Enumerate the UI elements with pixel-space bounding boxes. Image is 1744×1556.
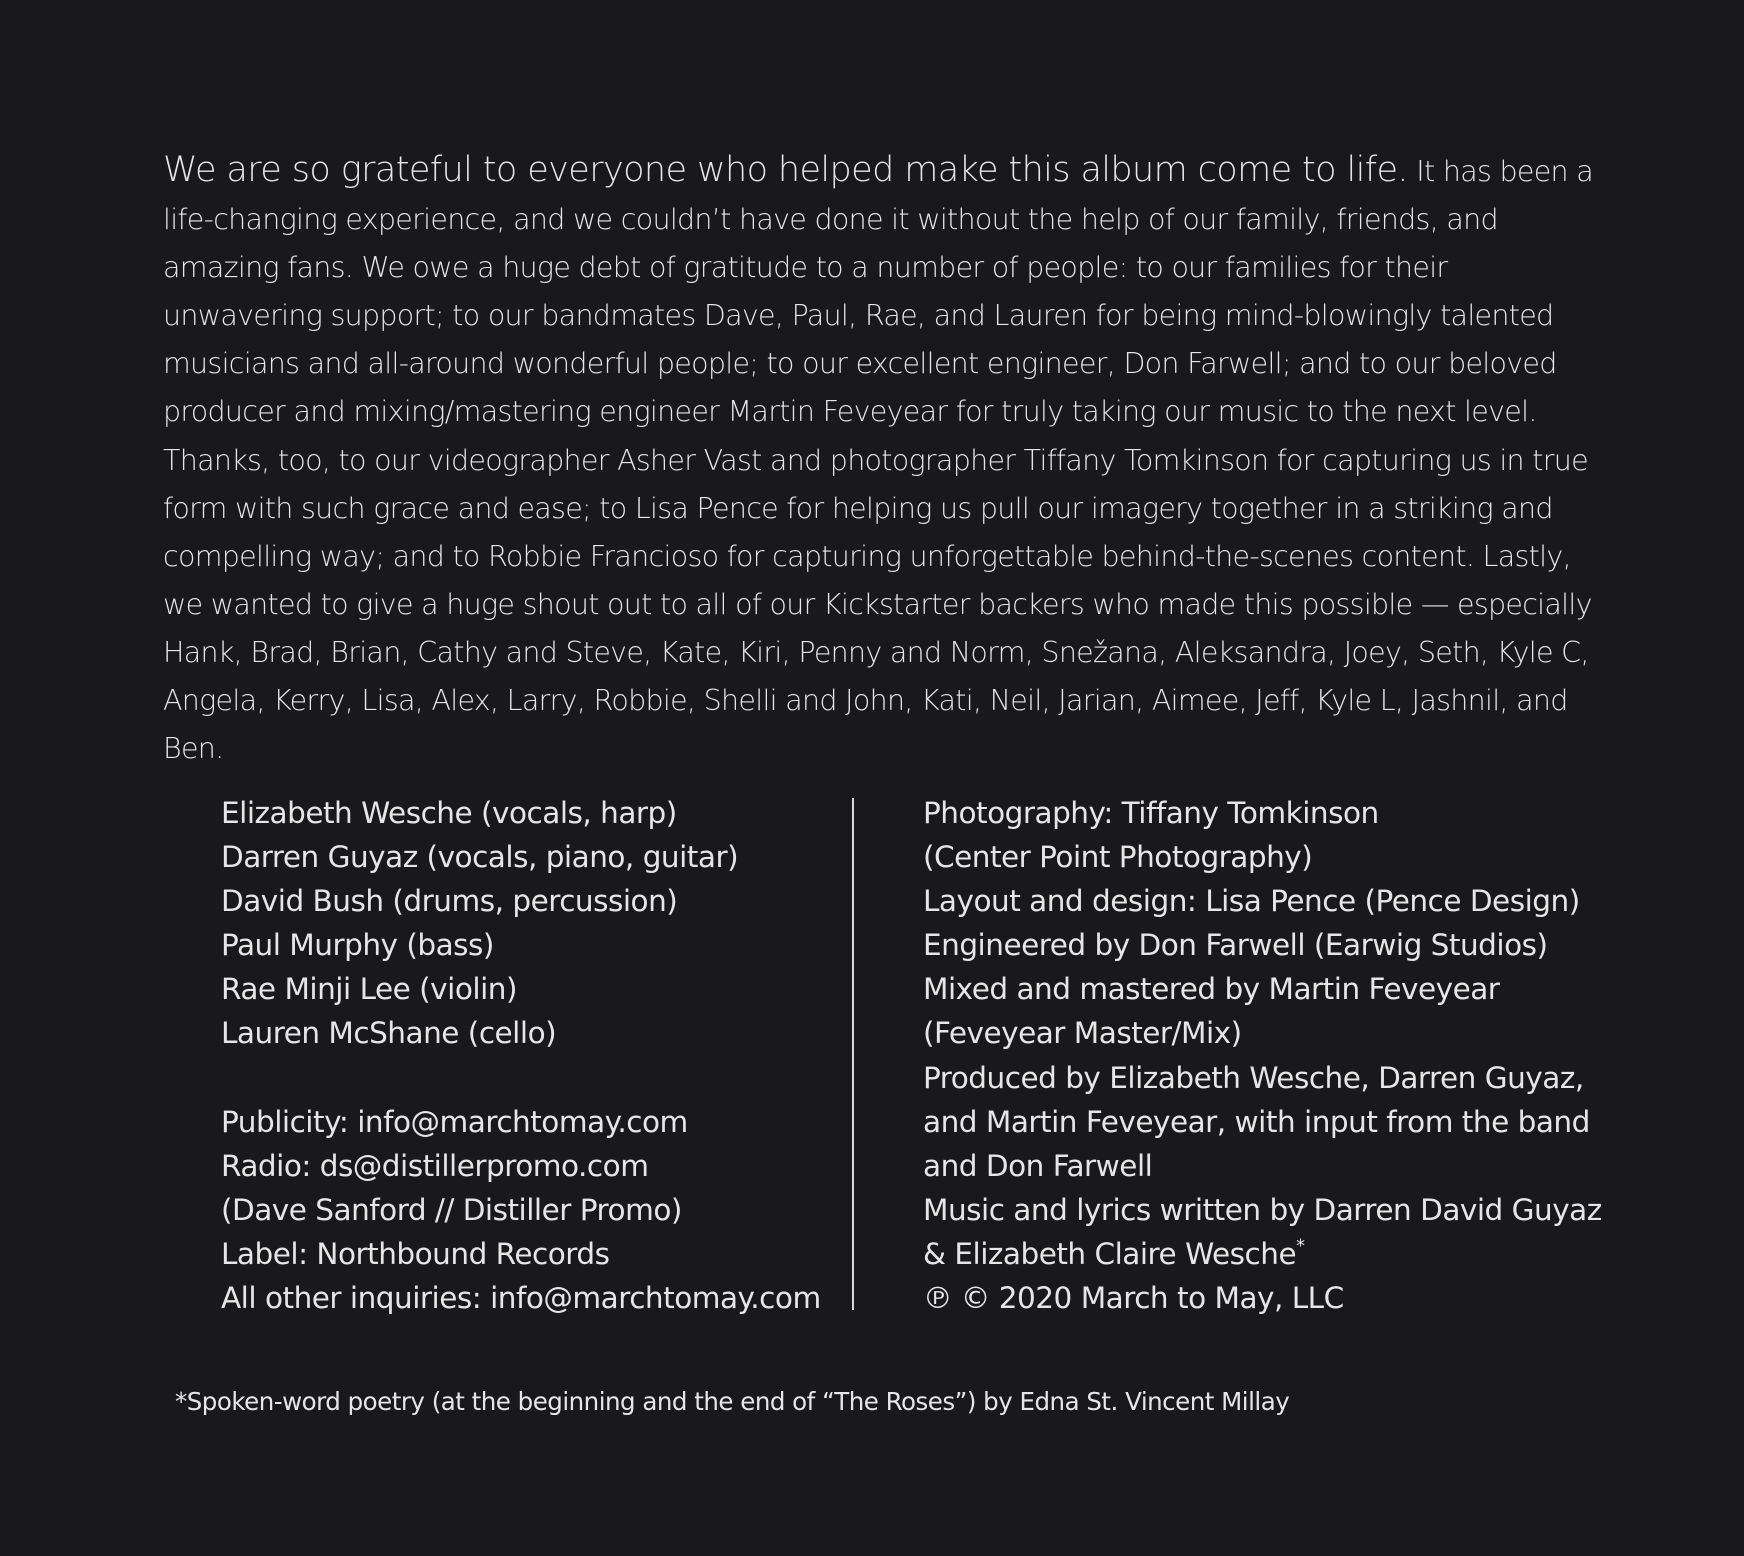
layout-credit: Layout and design: Lisa Pence (Pence Design) [923, 884, 1580, 919]
radio-contact-detail: (Dave Sanford // Distiller Promo) [221, 1192, 682, 1227]
producer-credit: and Martin Feveyear, with input from the band [923, 1104, 1590, 1139]
photography-credit: Photography: Tiffany Tomkinson [923, 796, 1379, 830]
column-divider [852, 798, 854, 1310]
label-credit: Label: Northbound Records [221, 1236, 610, 1271]
band-and-contacts-column [221, 791, 841, 1320]
footnote: *Spoken-word poetry (at the beginning and the end of “The Roses”) by Edna St. Vincent Millay [175, 1387, 1290, 1416]
producer-credit: and Don Farwell [923, 1148, 1153, 1183]
engineer-credit: Engineered by Don Farwell (Earwig Studios) [923, 928, 1548, 963]
producer-credit: Produced by Elizabeth Wesche, Darren Guyaz, [923, 1060, 1584, 1095]
musician-credit: Lauren McShane (cello) [221, 1016, 557, 1051]
copyright-notice: ℗ © 2020 March to May, LLC [923, 1281, 1344, 1316]
musician-credit: Elizabeth Wesche (vocals, harp) [221, 796, 677, 830]
musician-credit: Darren Guyaz (vocals, piano, guitar) [221, 840, 739, 875]
footnote-marker: * [1296, 1236, 1305, 1257]
songwriter-credit-text: & Elizabeth Claire Wesche [923, 1236, 1297, 1271]
acknowledgements-lead: We are so grateful to everyone who helped make this album come to life. [163, 150, 1408, 190]
acknowledgements-body: It has been a life-changing experience, and we couldn’t have done it without the help of our family, friends, and amazing fans. We owe a huge debt of gratitude to a number of people: to our families for their unwavering support; to our bandmates Dave, Paul, Rae, and Lauren for being mind-blowingly talented musicians and all-around wonderful people; to our excellent engineer, Don Farwell; and to our beloved producer and mixing/mastering engineer Martin Feveyear for truly taking our music to the next level. Thanks, too, to our videographer Asher Vast and photographer Tiffany Tomkinson for capturing us in true form with such grace and ease; to Lisa Pence for helping us pull our imagery together in a striking and compelling way; and to Robbie Francioso for capturing unforgettable behind-the-scenes content. Lastly, we wanted to give a huge shout out to all of our Kickstarter backers who made this possible — especially Hank, Brad, Brian, Cathy and Steve, Kate, Kiri, Penny and Norm, Snežana, Aleksandra, Joey, Seth, Kyle C, Angela, Kerry, Lisa, Alex, Larry, Robbie, Shelli and John, Kati, Neil, Jarian, Aimee, Jeff, Kyle L, Jashnil, and Ben. [163, 155, 1594, 766]
mixing-credit-detail: (Feveyear Master/Mix) [923, 1016, 1242, 1051]
inquiries-contact: All other inquiries: info@marchtomay.com [221, 1281, 821, 1316]
mixing-credit: Mixed and mastered by Martin Feveyear [923, 972, 1500, 1007]
musician-credit: Paul Murphy (bass) [221, 928, 494, 963]
musician-credit: David Bush (drums, percussion) [221, 884, 678, 919]
publicity-contact: Publicity: info@marchtomay.com [221, 1104, 688, 1139]
production-credits-column [923, 791, 1643, 1320]
photography-credit-detail: (Center Point Photography) [923, 840, 1313, 875]
spacer [221, 1056, 841, 1100]
radio-contact: Radio: ds@distillerpromo.com [221, 1148, 649, 1183]
songwriter-credit: Music and lyrics written by Darren David Guyaz [923, 1192, 1602, 1227]
musician-credit: Rae Minji Lee (violin) [221, 972, 517, 1007]
acknowledgements-paragraph [163, 146, 1603, 773]
songwriter-credit [923, 1232, 1643, 1276]
